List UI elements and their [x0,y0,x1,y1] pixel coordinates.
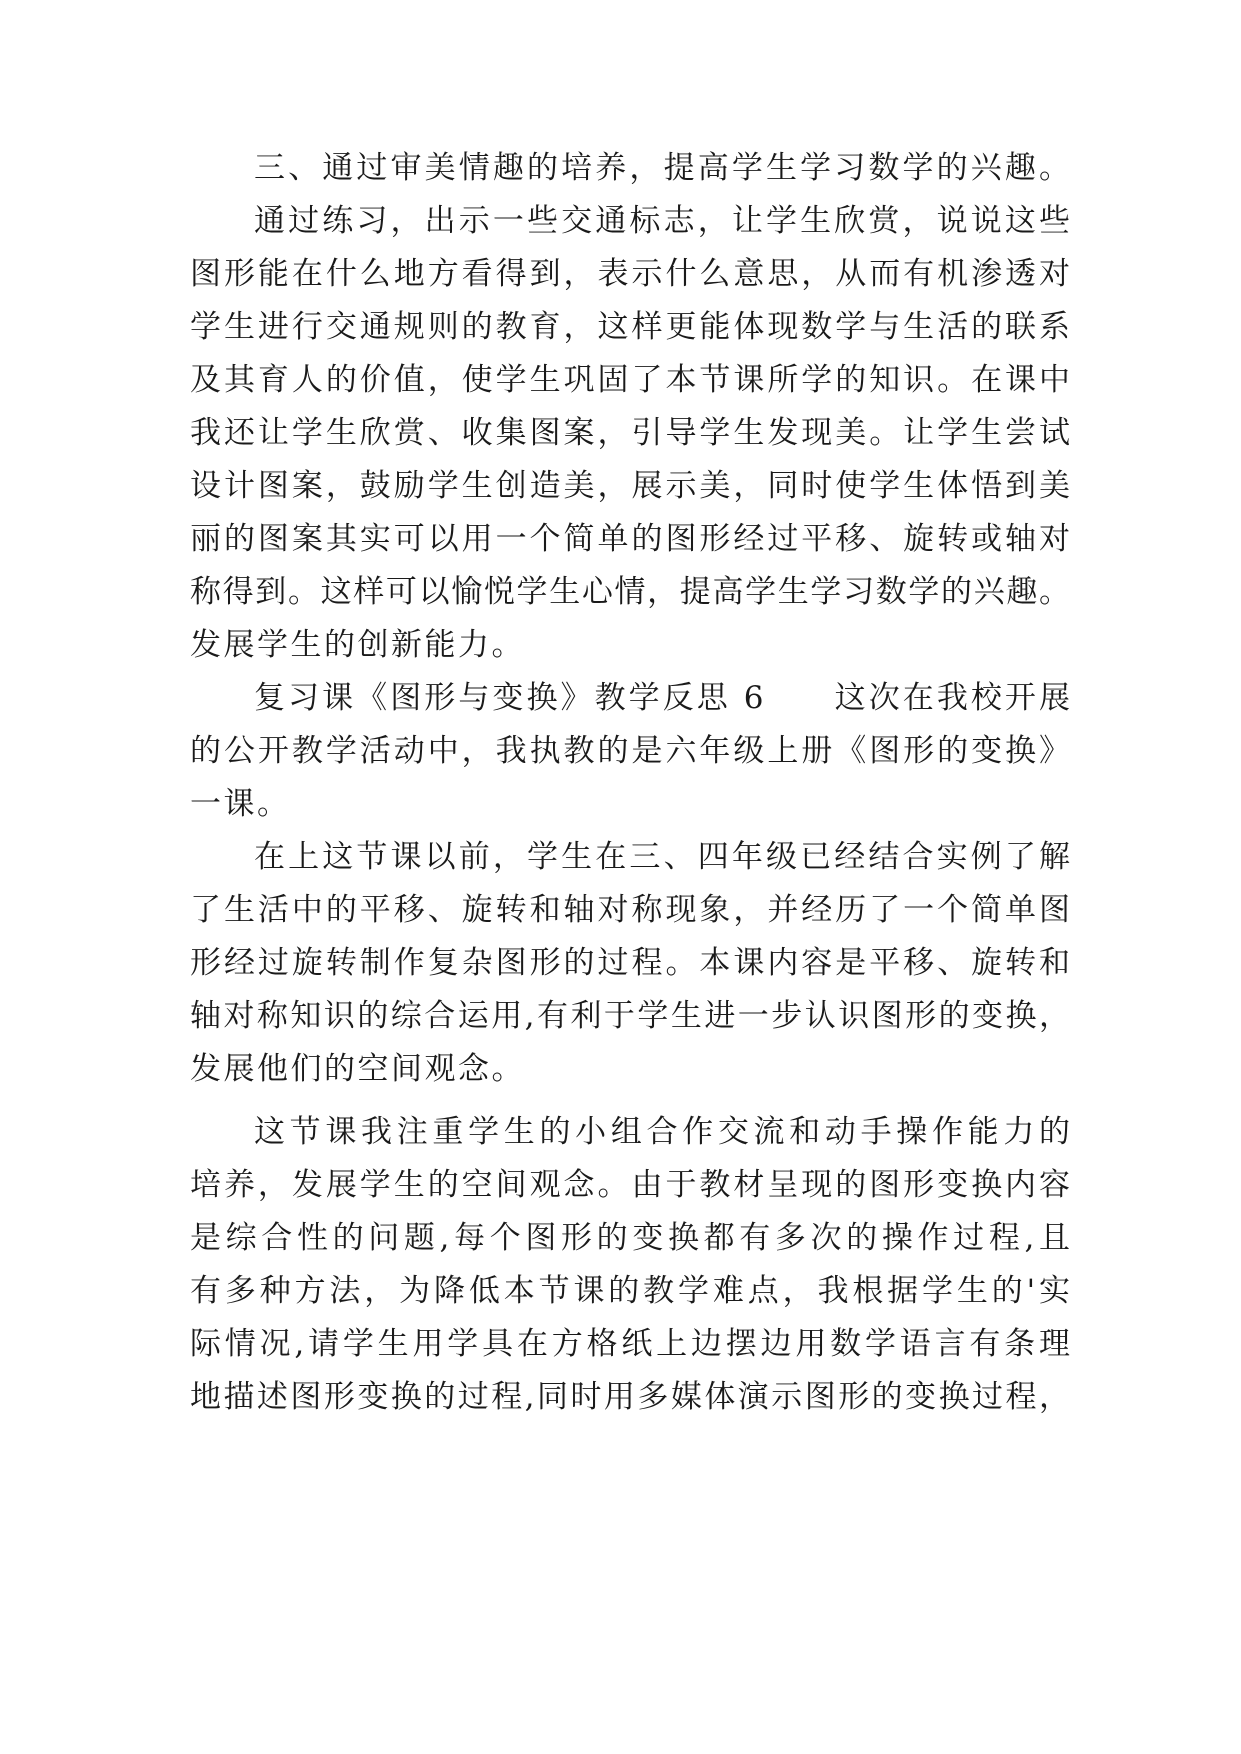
paragraph-heading-line: 三、通过审美情趣的培养，提高学生学习数学的兴趣。 [254,150,1070,186]
paragraph-line: 形经过旋转制作复杂图形的过程。本课内容是平移、旋转和 [190,945,1070,981]
paragraph-line: 是综合性的问题,每个图形的变换都有多次的操作过程,且 [190,1220,1070,1256]
paragraph-line: 及其育人的价值，使学生巩固了本节课所学的知识。在课中 [190,362,1070,398]
paragraph-line: 我还让学生欣赏、收集图案，引导学生发现美。让学生尝试 [190,415,1070,451]
paragraph-line: 培养，发展学生的空间观念。由于教材呈现的图形变换内容 [190,1167,1070,1203]
paragraph-line: 际情况,请学生用学具在方格纸上边摆边用数学语言有条理 [190,1326,1070,1362]
paragraph-line: 发展学生的创新能力。 [190,627,525,663]
paragraph-line: 的公开教学活动中，我执教的是六年级上册《图形的变换》 [190,733,1070,769]
paragraph-line: 称得到。这样可以愉悦学生心情，提高学生学习数学的兴趣。 [190,574,1070,610]
paragraph-line: 这节课我注重学生的小组合作交流和动手操作能力的 [254,1114,1070,1150]
paragraph-line: 地描述图形变换的过程,同时用多媒体演示图形的变换过程， [190,1379,1070,1415]
paragraph-line: 轴对称知识的综合运用,有利于学生进一步认识图形的变换， [190,998,1070,1034]
paragraph-line: 一课。 [190,786,291,822]
paragraph-line: 丽的图案其实可以用一个简单的图形经过平移、旋转或轴对 [190,521,1070,557]
section-title-line: 复习课《图形与变换》教学反思 6 这次在我校开展 [254,680,1070,716]
paragraph-line: 图形能在什么地方看得到，表示什么意思，从而有机渗透对 [190,256,1070,292]
paragraph-line: 有多种方法，为降低本节课的教学难点，我根据学生的'实 [190,1273,1070,1309]
paragraph-line: 了生活中的平移、旋转和轴对称现象，并经历了一个简单图 [190,892,1070,928]
paragraph-line: 学生进行交通规则的教育，这样更能体现数学与生活的联系 [190,309,1070,345]
paragraph-line: 在上这节课以前，学生在三、四年级已经结合实例了解 [254,839,1070,875]
paragraph-line: 通过练习，出示一些交通标志，让学生欣赏，说说这些 [254,203,1070,239]
paragraph-line: 设计图案，鼓励学生创造美，展示美，同时使学生体悟到美 [190,468,1070,504]
paragraph-line: 发展他们的空间观念。 [190,1051,525,1087]
